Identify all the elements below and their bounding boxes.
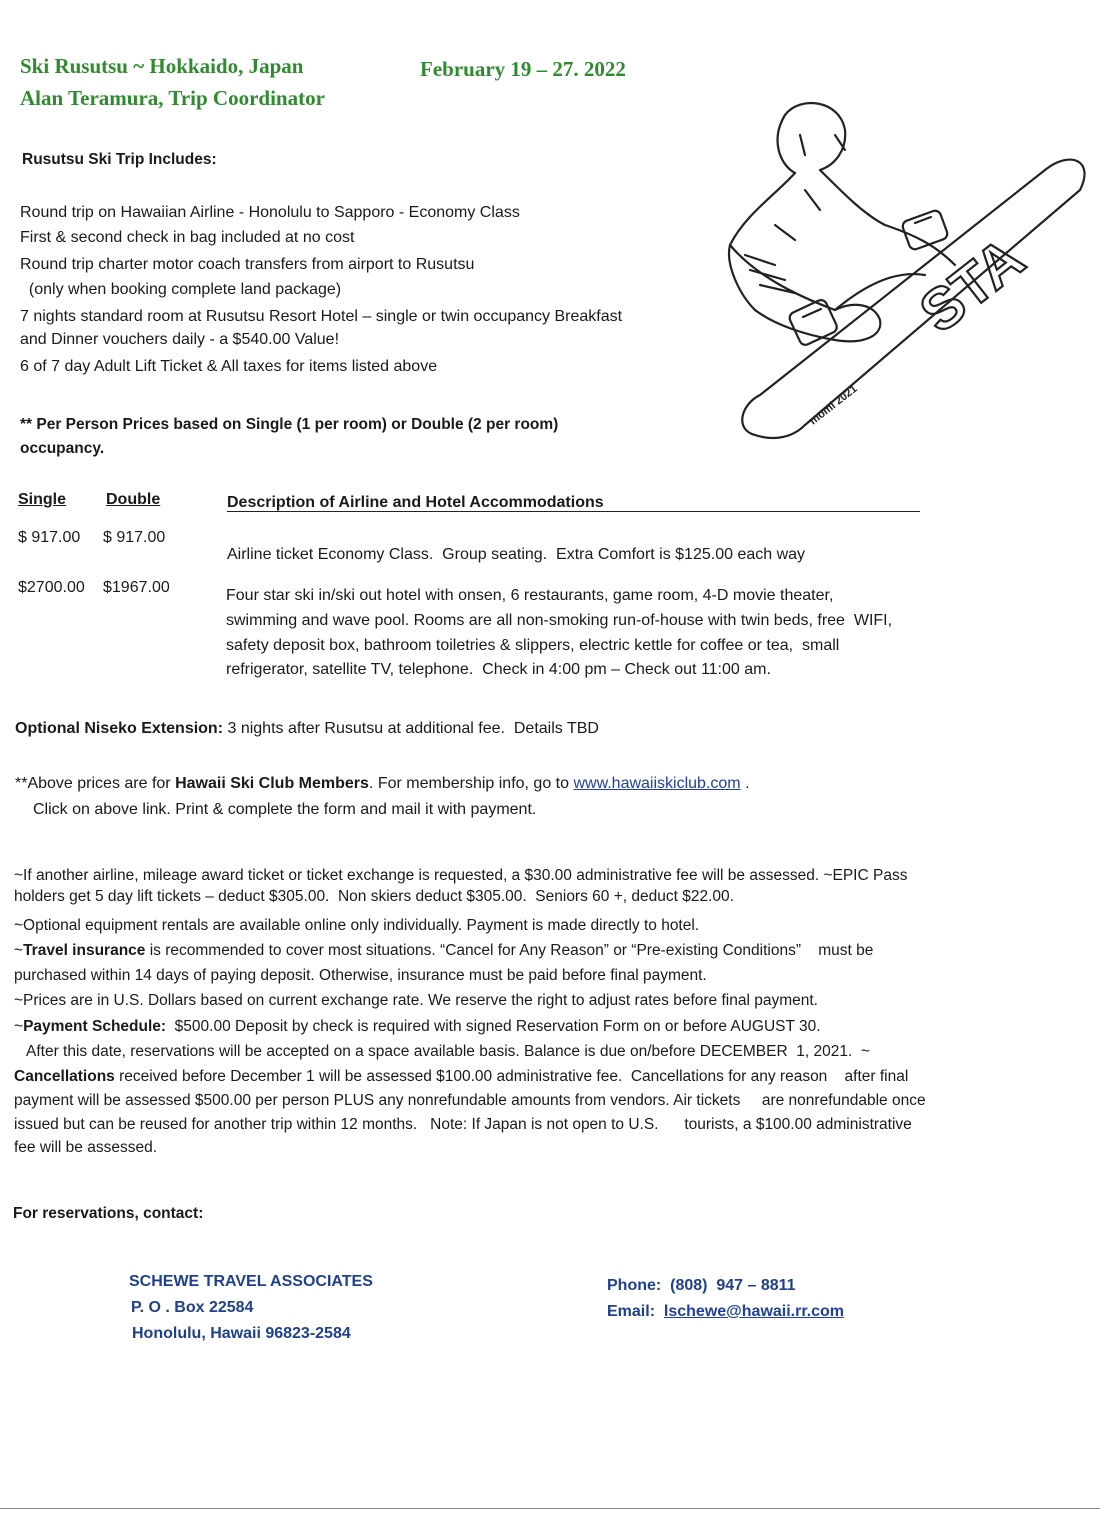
trip-coordinator: Alan Teramura, Trip Coordinator — [20, 86, 325, 110]
includes-item: 6 of 7 day Adult Lift Ticket & All taxes for items listed above — [20, 358, 438, 375]
terms-line — [14, 1014, 821, 1039]
trip-dates: February 19 – 27. 2022 — [420, 57, 626, 81]
terms-text: is recommended to cover most situations. “Cancel for Any Reason” or “Pre-existing Conditions” must be — [145, 942, 874, 959]
terms-line: ~Optional equipment rentals are available online only individually. Payment is made directly to hotel. — [14, 917, 700, 934]
membership-suffix: . — [740, 775, 750, 792]
terms-line — [14, 1064, 908, 1089]
col-header-double: Double — [106, 491, 161, 508]
row2-description-line: refrigerator, satellite TV, telephone. Check in 4:00 pm – Check out 11:00 am. — [226, 661, 771, 678]
row1-description: Airline ticket Economy Class. Group seating. Extra Comfort is $125.00 each way — [227, 546, 806, 563]
payment-schedule-label: Payment Schedule: — [23, 1018, 167, 1035]
row1-double: $ 917.00 — [103, 529, 166, 546]
agency-name: SCHEWE TRAVEL ASSOCIATES — [129, 1273, 373, 1290]
terms-prefix: ~ — [14, 1018, 24, 1035]
agency-po-box: P. O . Box 22584 — [131, 1299, 254, 1316]
trip-title: Ski Rusutsu ~ Hokkaido, Japan — [20, 54, 304, 78]
row2-description-line: Four star ski in/ski out hotel with onsen, 6 restaurants, game room, 4-D movie theater, — [226, 587, 834, 604]
terms-line: fee will be assessed. — [14, 1139, 158, 1156]
col-header-single: Single — [18, 491, 67, 508]
terms-line: payment will be assessed $500.00 per person PLUS any nonrefundable amounts from vendors. Air tickets are nonrefundable once — [14, 1092, 926, 1109]
membership-middle: . For membership info, go to — [368, 775, 574, 792]
terms-line: ~If another airline, mileage award ticket or ticket exchange is requested, a $30.00 administrative fee will be assessed. ~EPIC Pass — [14, 867, 908, 884]
row2-double: $1967.00 — [103, 579, 170, 596]
extension-text: 3 nights after Rusutsu at additional fee. Details TBD — [223, 720, 599, 737]
pricing-note-line: ** Per Person Prices based on Single (1 per room) or Double (2 per room) — [20, 416, 559, 433]
terms-line: After this date, reservations will be accepted on a space available basis. Balance is due on/before DECEMBER 1, 2021. ~ — [26, 1043, 870, 1060]
phone-number: (808) 947 – 8811 — [670, 1277, 796, 1294]
board-logo: STA — [907, 225, 1037, 346]
row2-single: $2700.00 — [18, 579, 85, 596]
col-header-description: Description of Airline and Hotel Accommodations — [227, 494, 604, 511]
niseko-extension — [15, 716, 599, 741]
agency-city: Honolulu, Hawaii 96823-2584 — [132, 1325, 351, 1342]
includes-item: First & second check in bag included at no cost — [20, 229, 355, 246]
cancellations-label: Cancellations — [14, 1068, 115, 1085]
membership-instructions: Click on above link. Print & complete the form and mail it with payment. — [33, 801, 537, 818]
includes-item: Round trip charter motor coach transfers from airport to Rusutsu — [20, 256, 475, 273]
row2-description-line: safety deposit box, bathroom toiletries & slippers, electric kettle for coffee or tea, small — [226, 637, 840, 654]
includes-item: (only when booking complete land package) — [20, 281, 342, 298]
row1-single: $ 917.00 — [18, 529, 81, 546]
terms-line — [14, 938, 873, 963]
terms-line: ~Prices are in U.S. Dollars based on current exchange rate. We reserve the right to adjust rates before final payment. — [14, 992, 818, 1009]
row2-description-line: swimming and wave pool. Rooms are all non-smoking run-of-house with twin beds, free WIFI, — [226, 612, 893, 629]
contact-heading: For reservations, contact: — [13, 1205, 204, 1222]
terms-prefix: ~ — [14, 942, 24, 959]
membership-note — [15, 771, 750, 796]
hawaii-ski-club-link[interactable]: www.hawaiiskiclub.com — [573, 775, 741, 792]
terms-line: purchased within 14 days of paying deposit. Otherwise, insurance must be paid before final payment. — [14, 967, 707, 984]
email-label: Email: — [607, 1303, 656, 1320]
terms-line: holders get 5 day lift tickets – deduct $305.00. Non skiers deduct $305.00. Seniors 60 +, deduct $22.00. — [14, 888, 734, 905]
includes-heading: Rusutsu Ski Trip Includes: — [22, 151, 217, 168]
terms-line: issued but can be reused for another trip within 12 months. Note: If Japan is not open to U.S. tourists, a $100.00 administrative — [14, 1116, 912, 1133]
snowboarder-illustration-icon — [715, 95, 1095, 455]
artist-signature: momi 2021 — [807, 382, 860, 428]
agency-email — [607, 1303, 844, 1321]
phone-label: Phone: — [607, 1277, 662, 1294]
agency-phone — [607, 1277, 796, 1295]
includes-item: 7 nights standard room at Rusutsu Resort Hotel – single or twin occupancy Breakfast — [20, 308, 623, 325]
header-underline — [227, 511, 920, 512]
travel-insurance-label: Travel insurance — [23, 942, 146, 959]
extension-label: Optional Niseko Extension: — [15, 720, 224, 737]
pricing-note-line: occupancy. — [20, 440, 105, 457]
terms-text: $500.00 Deposit by check is required with signed Reservation Form on or before AUGUST 30. — [166, 1018, 821, 1035]
membership-prefix: **Above prices are for — [15, 775, 176, 792]
membership-members: Hawaii Ski Club Members — [175, 775, 369, 792]
email-link[interactable]: lschewe@hawaii.rr.com — [663, 1303, 845, 1320]
includes-item: Round trip on Hawaiian Airline - Honolulu to Sapporo - Economy Class — [20, 204, 520, 221]
includes-item: and Dinner vouchers daily - a $540.00 Value! — [20, 331, 340, 348]
page-bottom-edge — [0, 1508, 1100, 1509]
terms-text: received before December 1 will be assessed $100.00 administrative fee. Cancellations for any reason after final — [114, 1068, 909, 1085]
